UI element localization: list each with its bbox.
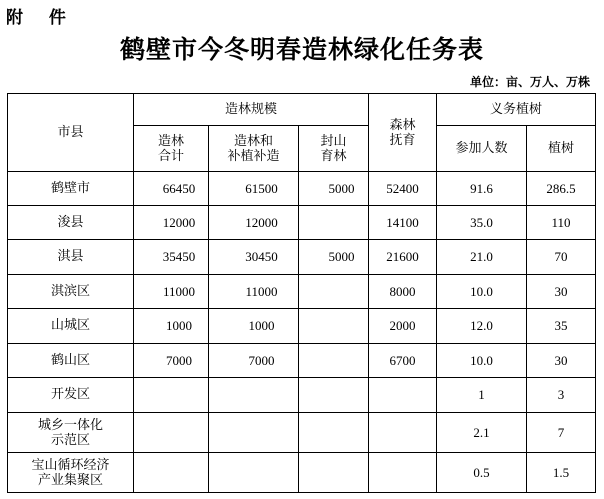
header-afforest-scale: 造林规模 (134, 94, 369, 126)
cell-participants: 2.1 (437, 412, 527, 453)
header-planting: 植树 (527, 126, 596, 172)
table-row (8, 343, 596, 378)
row-county-name-line: 鹤山区 (50, 352, 90, 368)
row-county-name-line: 示范区 (50, 432, 90, 448)
header-forest-tending-line-2: 抚育 (389, 132, 416, 148)
row-county-name (8, 343, 134, 378)
header-afforest-replant (209, 126, 299, 172)
cell-participants: 1 (437, 378, 527, 413)
header-afforest-replant-line-2: 补植补造 (227, 148, 280, 164)
cell-afforest-replant: 30450 (209, 240, 299, 275)
cell-afforest-total (134, 453, 209, 493)
cell-participants: 12.0 (437, 309, 527, 344)
row-county-name-line: 宝山循环经济 (31, 457, 110, 473)
row-county-name (8, 205, 134, 240)
cell-forest-tending: 21600 (369, 240, 437, 275)
cell-mountain-closure (299, 343, 369, 378)
header-afforest-replant-line-1: 造林和 (233, 133, 273, 149)
cell-participants: 35.0 (437, 205, 527, 240)
cell-participants: 0.5 (437, 453, 527, 493)
header-afforest-total (134, 126, 209, 172)
header-participants: 参加人数 (437, 126, 527, 172)
cell-planting: 7 (527, 412, 596, 453)
cell-afforest-total: 7000 (134, 343, 209, 378)
unit-note: 单位：亩、万人、万株 (469, 75, 590, 89)
row-county-name-line: 浚县 (57, 214, 84, 230)
row-county-name-line: 城乡一体化 (37, 417, 103, 433)
row-county-name (8, 378, 134, 413)
header-afforest-total-line-2: 合计 (157, 148, 184, 164)
row-county-name (8, 274, 134, 309)
cell-afforest-replant: 11000 (209, 274, 299, 309)
row-county-name (8, 172, 134, 206)
row-county-name (8, 412, 134, 453)
cell-participants: 91.6 (437, 172, 527, 206)
row-county-name-line: 淇县 (57, 249, 84, 265)
table-row (8, 309, 596, 344)
cell-forest-tending (369, 453, 437, 493)
header-afforest-total-line-1: 造林 (157, 133, 184, 149)
cell-planting: 70 (527, 240, 596, 275)
cell-afforest-replant: 12000 (209, 205, 299, 240)
header-mountain-closure-line-1: 封山 (320, 133, 347, 149)
table-row (8, 205, 596, 240)
cell-afforest-replant: 1000 (209, 309, 299, 344)
cell-forest-tending: 2000 (369, 309, 437, 344)
row-county-name (8, 453, 134, 493)
row-county-name (8, 240, 134, 275)
cell-planting: 286.5 (527, 172, 596, 206)
cell-mountain-closure: 5000 (299, 240, 369, 275)
cell-planting: 3 (527, 378, 596, 413)
row-county-name-line: 开发区 (50, 387, 90, 403)
cell-afforest-replant: 61500 (209, 172, 299, 206)
header-forest-tending (369, 94, 437, 172)
table-row (8, 240, 596, 275)
cell-participants: 21.0 (437, 240, 527, 275)
cell-forest-tending: 14100 (369, 205, 437, 240)
header-mountain-closure (299, 126, 369, 172)
row-county-name-line: 淇滨区 (50, 283, 90, 299)
cell-forest-tending: 6700 (369, 343, 437, 378)
header-voluntary-planting: 义务植树 (437, 94, 596, 126)
row-county-name-line: 鹤壁市 (50, 180, 90, 196)
cell-afforest-total (134, 412, 209, 453)
document-title: 鹤壁市今冬明春造林绿化任务表 (119, 35, 484, 64)
afforestation-task-table (7, 93, 596, 493)
cell-planting: 1.5 (527, 453, 596, 493)
cell-planting: 110 (527, 205, 596, 240)
cell-afforest-replant: 7000 (209, 343, 299, 378)
attachment-label: 附 件 (6, 8, 76, 28)
cell-mountain-closure (299, 453, 369, 493)
cell-afforest-total (134, 378, 209, 413)
row-county-name-line: 产业集聚区 (37, 472, 103, 488)
cell-planting: 30 (527, 343, 596, 378)
table-row (8, 274, 596, 309)
cell-participants: 10.0 (437, 274, 527, 309)
table-row (8, 412, 596, 453)
header-forest-tending-line-1: 森林 (389, 117, 416, 133)
cell-mountain-closure: 5000 (299, 172, 369, 206)
cell-afforest-replant (209, 378, 299, 413)
table-row (8, 172, 596, 206)
cell-mountain-closure (299, 205, 369, 240)
cell-afforest-replant (209, 412, 299, 453)
cell-afforest-total: 35450 (134, 240, 209, 275)
cell-forest-tending: 8000 (369, 274, 437, 309)
cell-forest-tending (369, 378, 437, 413)
cell-forest-tending (369, 412, 437, 453)
cell-mountain-closure (299, 274, 369, 309)
cell-mountain-closure (299, 309, 369, 344)
cell-forest-tending: 52400 (369, 172, 437, 206)
cell-afforest-total: 66450 (134, 172, 209, 206)
header-mountain-closure-line-2: 育林 (320, 148, 347, 164)
cell-afforest-total: 12000 (134, 205, 209, 240)
header-county: 市县 (8, 94, 134, 172)
cell-planting: 35 (527, 309, 596, 344)
table-row (8, 453, 596, 493)
cell-afforest-total: 11000 (134, 274, 209, 309)
cell-planting: 30 (527, 274, 596, 309)
row-county-name-line: 山城区 (50, 318, 90, 334)
header-row-top (8, 94, 596, 126)
row-county-name (8, 309, 134, 344)
cell-afforest-replant (209, 453, 299, 493)
cell-mountain-closure (299, 378, 369, 413)
table-row (8, 378, 596, 413)
cell-afforest-total: 1000 (134, 309, 209, 344)
cell-participants: 10.0 (437, 343, 527, 378)
cell-mountain-closure (299, 412, 369, 453)
